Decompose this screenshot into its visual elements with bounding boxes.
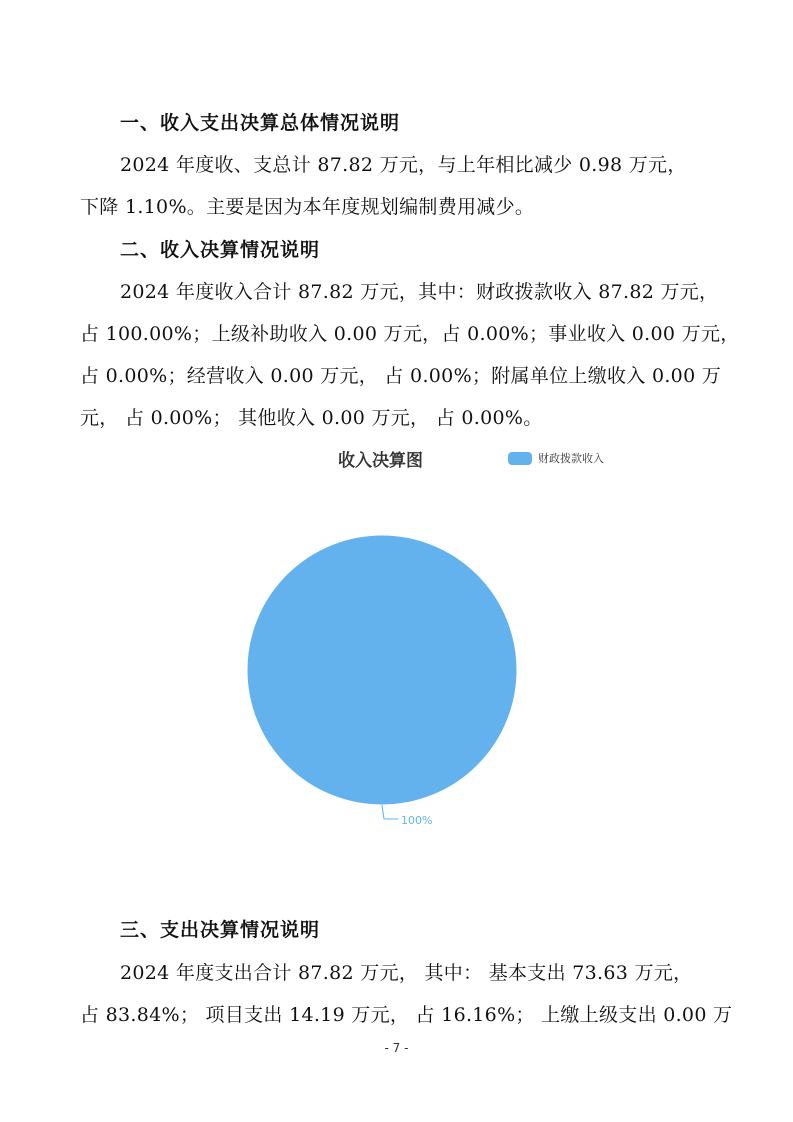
page-number: - 7 -: [384, 1041, 409, 1055]
section-3-line-2: 占 83.84%； 项目支出 14.19 万元， 占 16.16%； 上缴上级支出 0.00 万: [80, 1004, 733, 1026]
pie-label-leader-line: [382, 805, 398, 819]
section-2-heading: 二、收入决算情况说明: [120, 239, 321, 261]
section-1-line-2: 下降 1.10%。主要是因为本年度规划编制费用减少。: [80, 196, 535, 218]
pie-slice[interactable]: [247, 535, 517, 805]
pie-chart: [230, 440, 630, 840]
section-1-line-1: 2024 年度收、支总计 87.82 万元，与上年相比减少 0.98 万元，: [120, 154, 687, 176]
section-2-line-2: 占 100.00%；上级补助收入 0.00 万元，占 0.00%；事业收入 0.00 万元，: [80, 323, 740, 345]
section-1-heading: 一、收入支出决算总体情况说明: [120, 112, 401, 134]
section-3-line-1: 2024 年度支出合计 87.82 万元， 其中： 基本支出 73.63 万元，: [120, 962, 693, 984]
section-3-heading: 三、支出决算情况说明: [120, 919, 321, 941]
section-2-line-3: 占 0.00%；经营收入 0.00 万元， 占 0.00%；附属单位上缴收入 0.00 万: [80, 365, 722, 387]
chart-title: 收入决算图: [338, 451, 423, 471]
section-2-line-4: 元， 占 0.00%； 其他收入 0.00 万元， 占 0.00%。: [80, 407, 543, 429]
legend-label: 财政拨款收入: [538, 452, 604, 465]
section-2-line-1: 2024 年度收入合计 87.82 万元，其中：财政拨款收入 87.82 万元，: [120, 281, 719, 303]
pie-data-label: 100%: [401, 814, 433, 827]
